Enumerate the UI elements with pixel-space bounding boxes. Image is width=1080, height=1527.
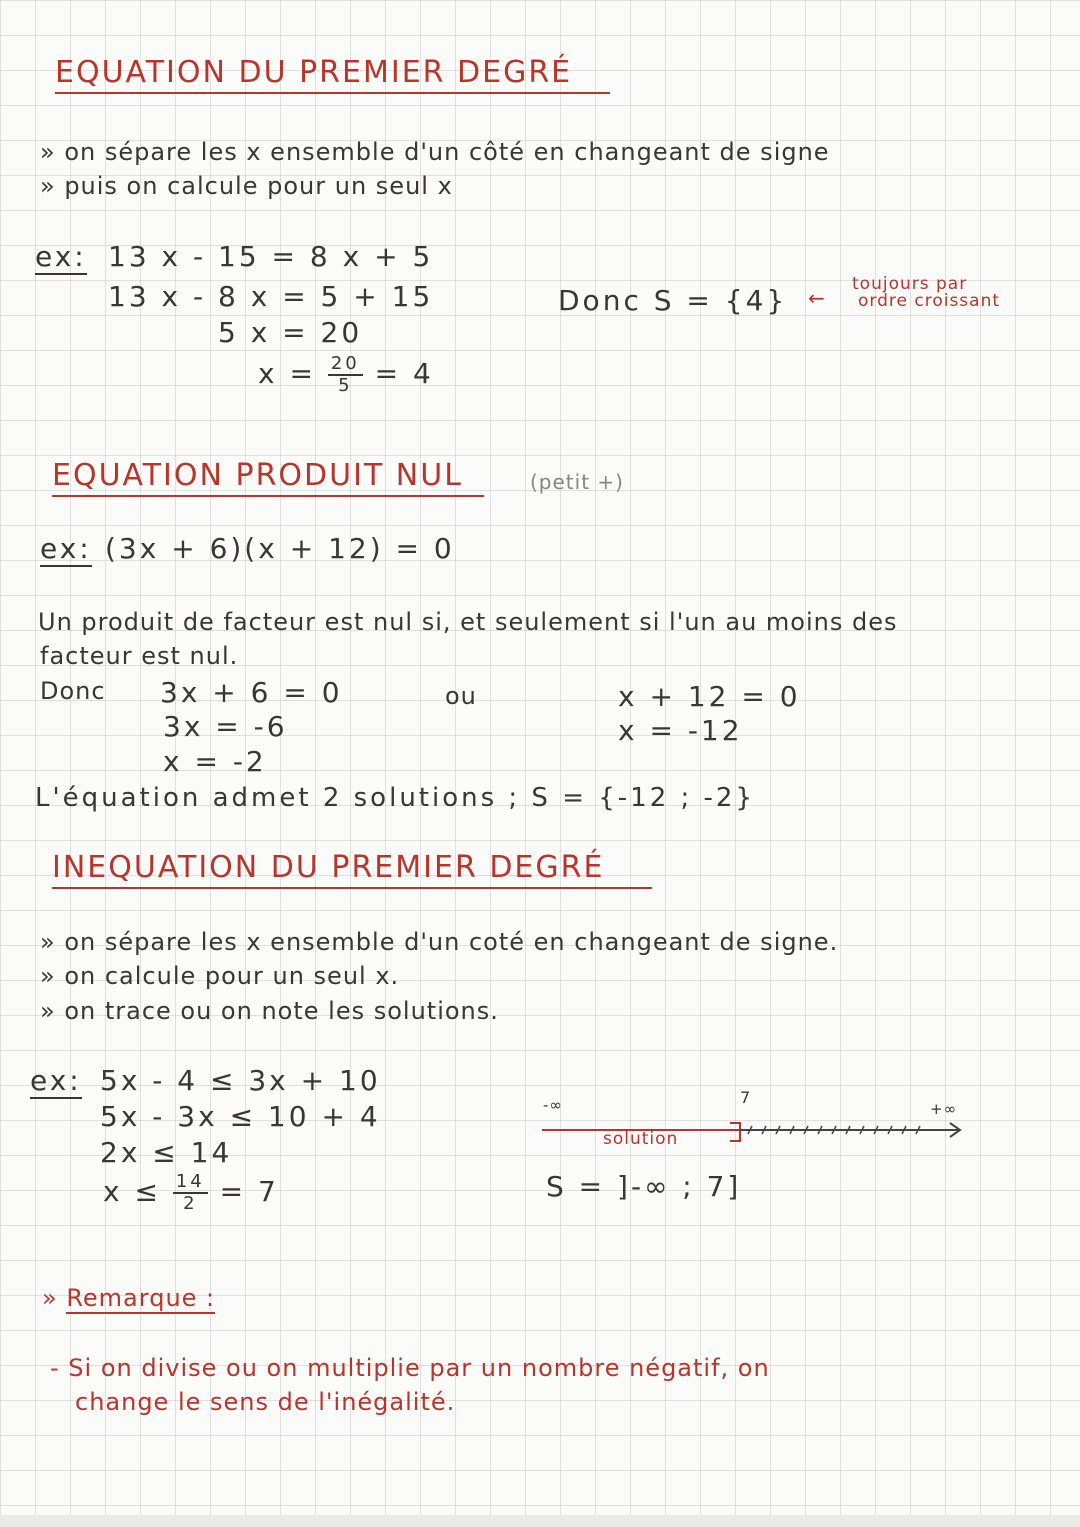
equation-line: 3x + 6 = 0 (160, 676, 343, 709)
example-label: ex: (35, 240, 87, 273)
closed-bracket (730, 1123, 740, 1141)
minus-infinity-label: -∞ (543, 1096, 563, 1114)
inequality-line: 5x - 3x ≤ 10 + 4 (100, 1100, 381, 1133)
equation-line: (3x + 6)(x + 12) = 0 (105, 532, 455, 565)
bullet-text: on trace ou on note les solutions. (64, 997, 499, 1025)
equation-line: 5 x = 20 (218, 316, 363, 349)
section-title: EQUATION PRODUIT NUL (52, 458, 484, 497)
annotation-note (850, 276, 1000, 310)
section-title: EQUATION DU PREMIER DEGRÉ (55, 55, 610, 94)
fraction-denominator: 5 (338, 375, 353, 396)
aside-note: (petit +) (530, 470, 624, 494)
bullet: » puis on calcule pour un seul x (40, 172, 453, 200)
inequality-line: 2x ≤ 14 (100, 1136, 233, 1169)
example-label: ex: (40, 532, 92, 565)
solution-set: Donc S = {4} (558, 284, 788, 317)
arrow-left-icon: ← (808, 286, 826, 310)
plus-infinity-label: +∞ (930, 1100, 958, 1118)
fraction-numerator: 14 (173, 1172, 208, 1194)
fraction (328, 354, 363, 396)
remarque-heading: » Remarque : (42, 1284, 216, 1312)
equation-result: = 4 (374, 357, 434, 390)
equation-line: 3x = -6 (163, 710, 288, 743)
section-title: INEQUATION DU PREMIER DEGRÉ (52, 850, 652, 889)
inequality-line (103, 1172, 279, 1214)
equation-line (258, 354, 434, 396)
rule-text: facteur est nul. (40, 642, 239, 670)
note-line: toujours par (852, 274, 968, 294)
bullet-text: on sépare les x ensemble d'un côté en changeant de signe (64, 138, 830, 166)
inequality-line: 5x - 4 ≤ 3x + 10 (100, 1064, 381, 1097)
bullet-text: puis on calcule pour un seul x (64, 172, 453, 200)
remarque-title: Remarque : (66, 1284, 216, 1312)
bullet-text: on sépare les x ensemble d'un coté en changeant de signe. (64, 928, 839, 956)
equation-line: 13 x - 8 x = 5 + 15 (108, 280, 434, 313)
equation-line: x = -2 (163, 745, 267, 778)
bullet: » on sépare les x ensemble d'un côté en changeant de signe (40, 138, 830, 166)
bullet: » on calcule pour un seul x. (40, 962, 400, 990)
or-label: ou (445, 682, 477, 710)
equation-lhs: x = (258, 357, 316, 390)
equation-line: x + 12 = 0 (618, 680, 801, 713)
donc-label: Donc (40, 677, 106, 705)
solution-label: solution (603, 1129, 679, 1149)
fraction-denominator: 2 (183, 1193, 198, 1214)
example-label: ex: (30, 1064, 82, 1097)
remarque-text: change le sens de l'inégalité. (75, 1388, 456, 1416)
fraction (173, 1172, 208, 1214)
inequality-result: = 7 (219, 1175, 279, 1208)
rule-text: Un produit de facteur est nul si, et seulement si l'un au moins des (38, 608, 898, 636)
conclusion: L'équation admet 2 solutions ; S = {-12 ; -2} (35, 783, 756, 813)
solution-set: S = ]-∞ ; 7] (546, 1170, 742, 1203)
remarque-text: - Si on divise ou on multiplie par un nombre négatif, on (50, 1354, 770, 1382)
bullet: » on sépare les x ensemble d'un coté en changeant de signe. (40, 928, 839, 956)
equation-line: x = -12 (618, 714, 743, 747)
inequality-lhs: x ≤ (103, 1175, 161, 1208)
fraction-numerator: 20 (328, 354, 363, 376)
bullet-text: on calcule pour un seul x. (64, 962, 400, 990)
note-line: ordre croissant (858, 291, 1001, 311)
bullet: » on trace ou on note les solutions. (40, 997, 499, 1025)
bound-label: 7 (740, 1088, 752, 1107)
equation-line: 13 x - 15 = 8 x + 5 (108, 240, 434, 273)
page-edge (0, 1515, 1080, 1527)
